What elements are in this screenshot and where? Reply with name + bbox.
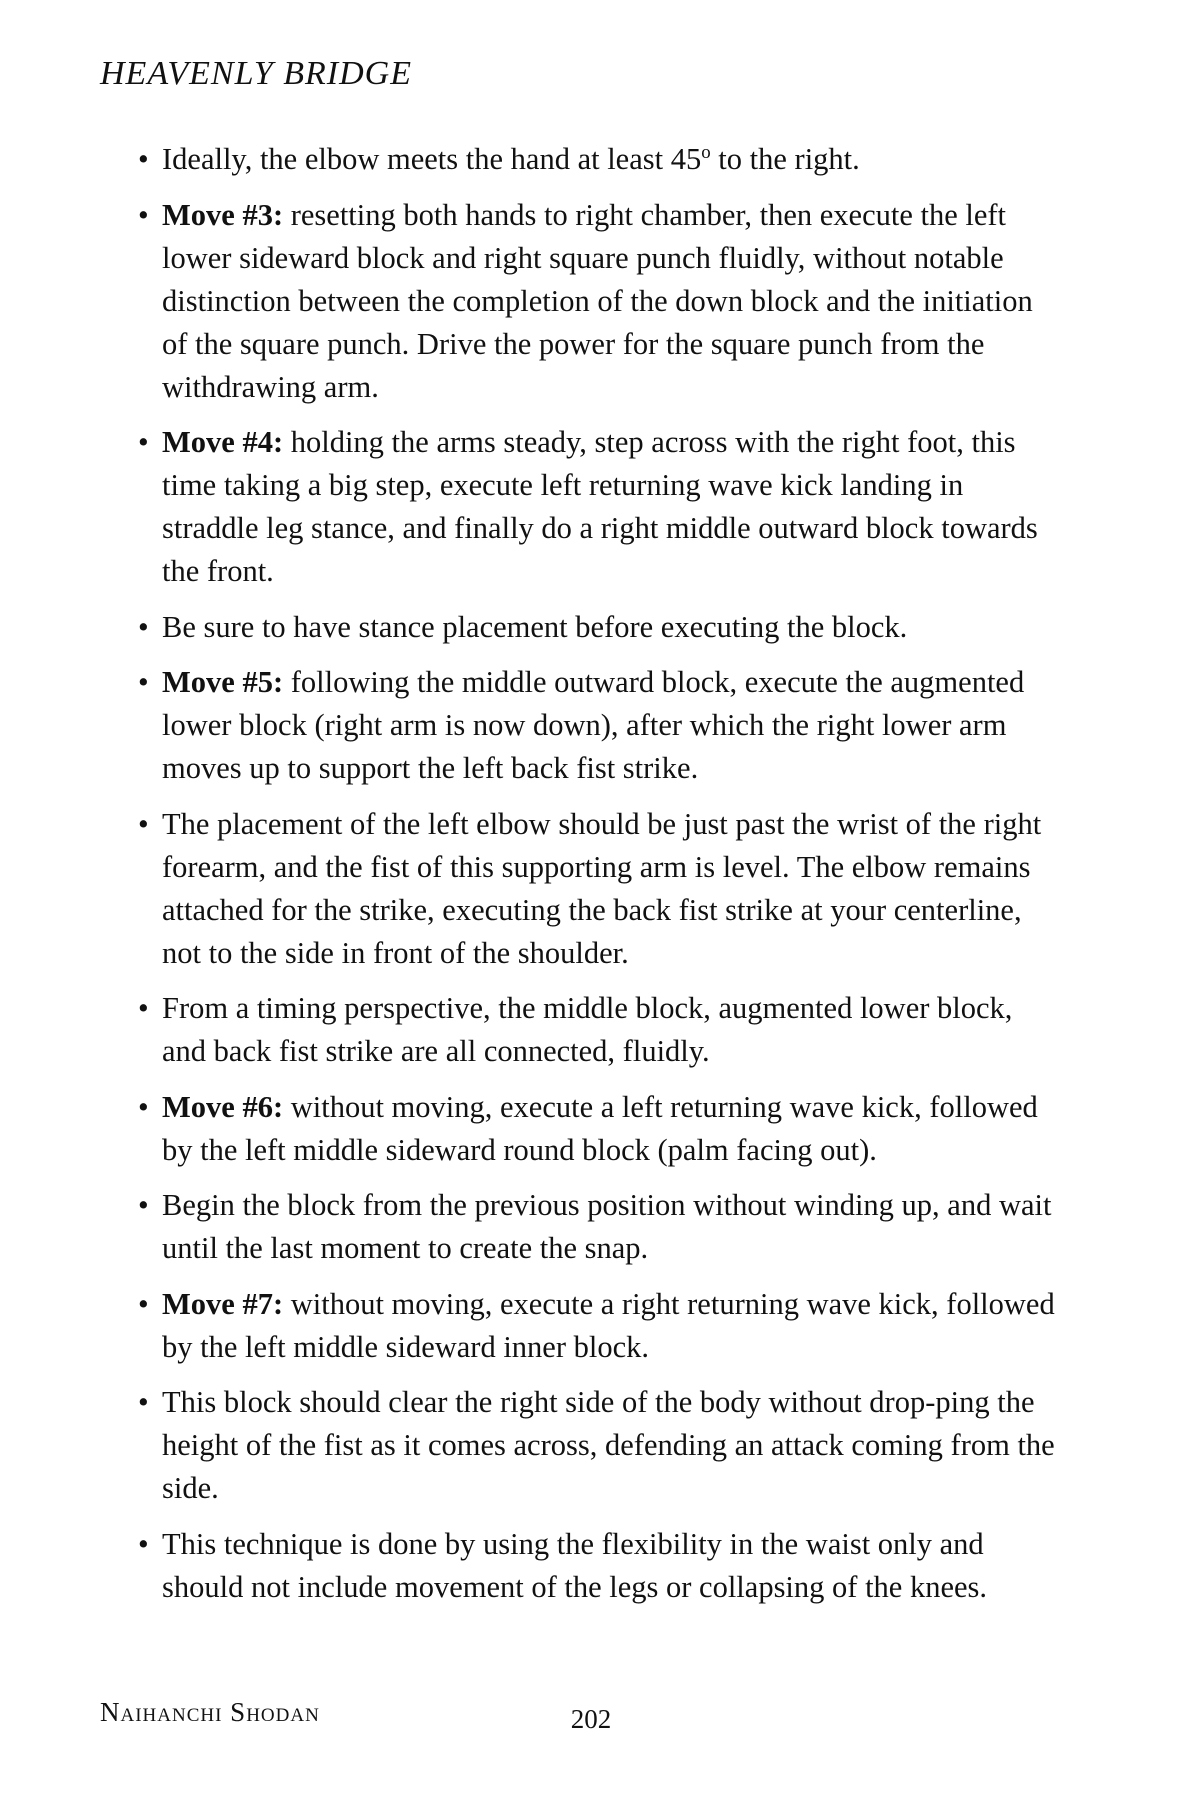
running-head: HEAVENLY BRIDGE xyxy=(100,55,412,92)
bullet-icon: • xyxy=(138,197,149,232)
page-number: 202 xyxy=(570,1704,612,1734)
list-item xyxy=(138,1381,1058,1510)
list-item xyxy=(138,138,1058,181)
item-text-tail: to the right. xyxy=(710,142,860,176)
bullet-icon: • xyxy=(138,1089,149,1124)
bullet-icon: • xyxy=(138,1188,149,1222)
bullet-icon: • xyxy=(138,991,149,1025)
item-text: Begin the block from the previous position without winding up, and wait until the last moment to create the snap. xyxy=(162,1188,1052,1265)
list-item xyxy=(138,421,1058,593)
item-text: without moving, execute a left returning wave kick, followed by the left middle sideward round block (palm facing out). xyxy=(162,1089,1038,1167)
bullet-list xyxy=(138,138,1058,1621)
item-text: holding the arms steady, step across with the right foot, this time taking a big step, execute left returning wave kick landing in straddle leg stance, and finally do a right middle outward block towards the front. xyxy=(162,425,1038,588)
list-item xyxy=(138,1086,1058,1172)
bullet-icon: • xyxy=(138,665,149,699)
item-text: This block should clear the right side of the body without drop-ping the height of the fist as it comes across, defending an attack coming from the side. xyxy=(162,1385,1055,1505)
degree-superscript: o xyxy=(701,141,711,163)
item-text: From a timing perspective, the middle block, augmented lower block, and back fist strike are all connected, fluidly. xyxy=(162,991,1013,1068)
list-item xyxy=(138,661,1058,790)
list-item xyxy=(138,1283,1058,1369)
item-text: resetting both hands to right chamber, then execute the left lower sideward block and right square punch fluidly, without notable distinction between the completion of the down block and the initiation of the square punch. Drive the power for the square punch from the withdrawing arm. xyxy=(162,197,1033,404)
bullet-icon: • xyxy=(138,425,149,459)
item-text: The placement of the left elbow should be just past the wrist of the right forearm, and the fist of this supporting arm is level. The elbow remains attached for the strike, executing the back fist strike at your centerline, not to the side in front of the shoulder. xyxy=(162,806,1042,970)
bullet-icon: • xyxy=(138,142,149,176)
item-text: following the middle outward block, execute the augmented lower block (right arm is now down), after which the right lower arm moves up to support the left back fist strike. xyxy=(162,665,1025,785)
item-text: This technique is done by using the flexibility in the waist only and should not include movement of the legs or collapsing of the knees. xyxy=(162,1526,988,1604)
list-item xyxy=(138,987,1058,1073)
bullet-icon: • xyxy=(138,1286,149,1321)
move-label: Move #5: xyxy=(162,665,284,699)
move-label: Move #4: xyxy=(162,425,284,459)
list-item xyxy=(138,1184,1058,1270)
list-item xyxy=(138,194,1058,409)
move-label: Move #6: xyxy=(162,1089,284,1124)
item-text: Be sure to have stance placement before executing the block. xyxy=(162,609,908,644)
bullet-icon: • xyxy=(138,609,149,644)
list-item xyxy=(138,606,1058,649)
item-text: Ideally, the elbow meets the hand at least 45 xyxy=(162,142,702,176)
running-foot: Naihanchi Shodan xyxy=(100,1697,320,1727)
bullet-icon: • xyxy=(138,806,149,841)
list-item xyxy=(138,1523,1058,1609)
bullet-icon: • xyxy=(138,1526,149,1561)
move-label: Move #7: xyxy=(162,1286,284,1321)
item-text: without moving, execute a right returning wave kick, followed by the left middle sideward inner block. xyxy=(162,1286,1055,1364)
bullet-icon: • xyxy=(138,1385,149,1419)
list-item xyxy=(138,803,1058,975)
move-label: Move #3: xyxy=(162,197,284,232)
